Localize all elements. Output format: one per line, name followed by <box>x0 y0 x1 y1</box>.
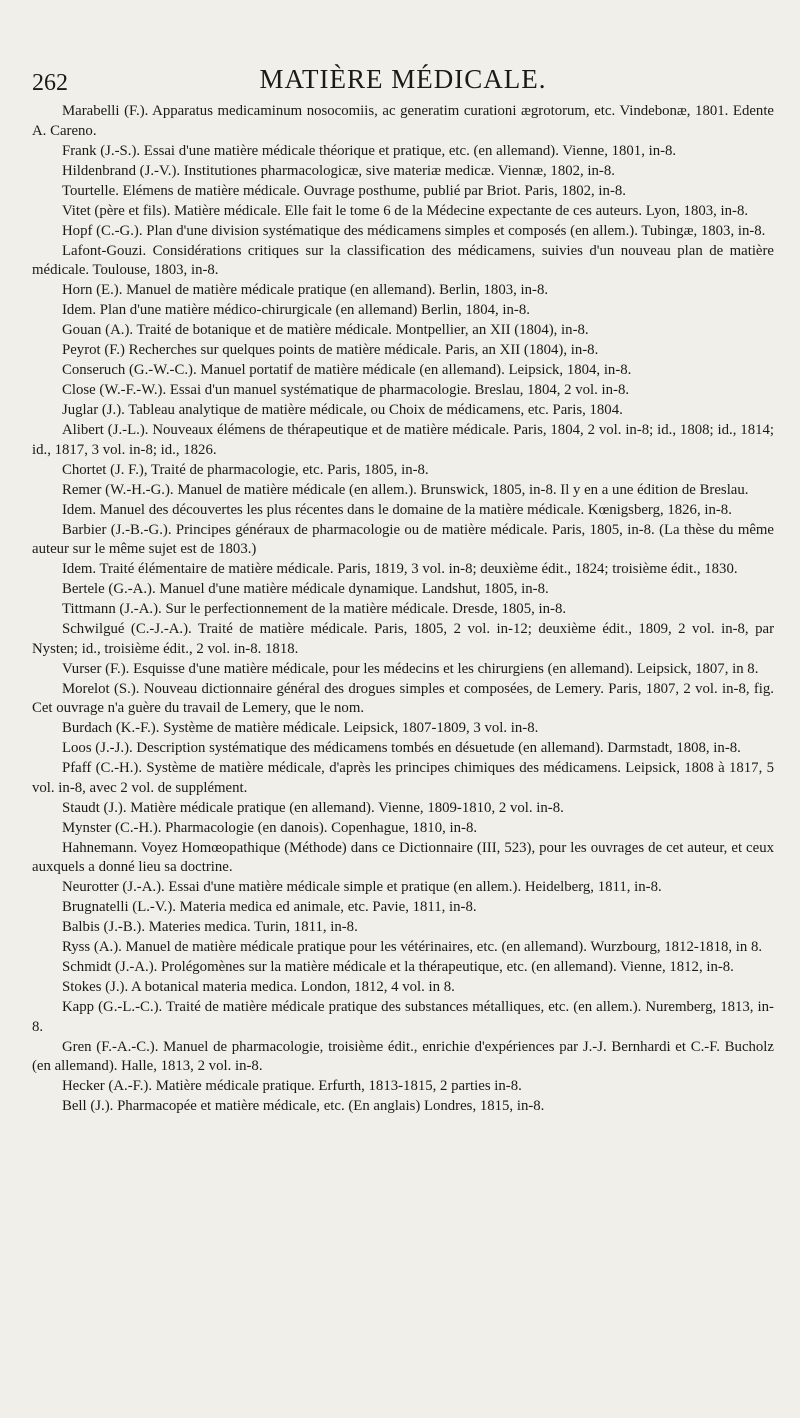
bibliography-entry: Idem. Traité élémentaire de matière médicale. Paris, 1819, 3 vol. in-8; deuxième édit., 1824; troisième édit., 1830. <box>62 561 738 578</box>
bibliography-entry: Barbier (J.-B.-G.). Principes généraux de pharmacologie ou de matière médicale. Paris, 1805, in-8. (La thèse du même auteur sur le même sujet est de 1803.) <box>32 521 774 558</box>
bibliography-entry: Morelot (S.). Nouveau dictionnaire général des drogues simples et composées, de Lemery. Paris, 1807, 2 vol. in-8, fig. Cet ouvrage n'a guère du travail de Lemery, que le nom. <box>32 680 774 717</box>
bibliography-entry: Mynster (C.-H.). Pharmacologie (en danois). Copenhague, 1810, in-8. <box>62 819 478 836</box>
bibliography-entry: Brugnatelli (L.-V.). Materia medica ed animale, etc. Pavie, 1811, in-8. <box>62 899 477 916</box>
bibliography-entry: Hecker (A.-F.). Matière médicale pratique. Erfurth, 1813-1815, 2 parties in-8. <box>62 1078 522 1095</box>
bibliography-entry: Hahnemann. Voyez Homœopathique (Méthode) dans ce Dictionnaire (III, 523), pour les ouvrages de cet auteur, et ceux auxquels a donné lieu sa doctrine. <box>32 839 774 876</box>
bibliography-entry: Kapp (G.-L.-C.). Traité de matière médicale pratique des substances métalliques, etc. (en allem.). Nuremberg, 1813, in-8. <box>32 999 774 1035</box>
bibliography-entry: Schwilgué (C.-J.-A.). Traité de matière médicale. Paris, 1805, 2 vol. in-12; deuxième édit., 1809, 2 vol. in-8, par Nysten; id., troisième édit., 2 vol. in-8. 1818. <box>32 621 774 657</box>
bibliography-entry: Frank (J.-S.). Essai d'une matière médicale théorique et pratique, etc. (en allemand). Vienne, 1801, in-8. <box>62 142 677 159</box>
bibliography-entry: Close (W.-F.-W.). Essai d'un manuel systématique de pharmacologie. Breslau, 1804, 2 vol. in-8. <box>62 382 630 398</box>
bibliography-entry: Conseruch (G.-W.-C.). Manuel portatif de matière médicale (en allemand). Leipsick, 1804, in-8. <box>62 362 632 379</box>
bibliography-entry: Remer (W.-H.-G.). Manuel de matière médicale (en allem.). Brunswick, 1805, in-8. Il y en a une édition de Breslau. <box>62 481 749 498</box>
bibliography-entry: Pfaff (C.-H.). Système de matière médicale, d'après les principes chimiques des médicamens. Leipsick, 1808 à 1817, 5 vol. in-8, avec 2 vol. de supplément. <box>32 760 774 796</box>
running-title: MATIÈRE MÉDICALE. <box>259 64 547 94</box>
bibliography-entry: Burdach (K.-F.). Système de matière médicale. Leipsick, 1807-1809, 3 vol. in-8. <box>62 720 539 737</box>
page-header <box>32 62 774 100</box>
bibliography-entry: Vurser (F.). Esquisse d'une matière médicale, pour les médecins et les chirurgiens (en allemand). Leipsick, 1807, in 8. <box>62 660 759 677</box>
bibliography-entry: Idem. Manuel des découvertes les plus récentes dans le domaine de la matière médicale. Kœnigsberg, 1826, in-8. <box>62 501 732 518</box>
bibliography-entry: Idem. Plan d'une matière médico-chirurgicale (en allemand) Berlin, 1804, in-8. <box>62 302 530 319</box>
bibliography-entry: Ryss (A.). Manuel de matière médicale pratique pour les vétérinaires, etc. (en allemand). Wurzbourg, 1812-1818, in 8. <box>62 939 763 956</box>
bibliography-entry: Neurotter (J.-A.). Essai d'une matière médicale simple et pratique (en allem.). Heidelberg, 1811, in-8. <box>62 879 662 896</box>
bibliography-entry: Hopf (C.-G.). Plan d'une division systématique des médicamens simples et composés (en allem.). Tubingæ, 1803, in-8. <box>62 222 766 239</box>
bibliography-entry: Alibert (J.-L.). Nouveaux élémens de thérapeutique et de matière médicale. Paris, 1804, 2 vol. in-8; id., 1808; id., 1814; id., 1817, 3 vol. in-8; id., 1826. <box>32 421 774 458</box>
bibliography-entry: Loos (J.-J.). Description systématique des médicamens tombés en désuetude (en allemand). Darmstadt, 1808, in-8. <box>62 740 741 757</box>
bibliography-entry: Stokes (J.). A botanical materia medica. London, 1812, 4 vol. in 8. <box>62 979 455 996</box>
bibliography-entry: Bertele (G.-A.). Manuel d'une matière médicale dynamique. Landshut, 1805, in-8. <box>62 581 549 598</box>
bibliography-entry: Peyrot (F.) Recherches sur quelques points de matière médicale. Paris, an XII (1804), in-8. <box>62 342 599 359</box>
bibliography-list <box>32 102 774 1117</box>
bibliography-entry: Tittmann (J.-A.). Sur le perfectionnement de la matière médicale. Dresde, 1805, in-8. <box>62 601 567 618</box>
bibliography-entry: Tourtelle. Elémens de matière médicale. Ouvrage posthume, publié par Briot. Paris, 1802, in-8. <box>62 182 626 199</box>
bibliography-entry: Hildenbrand (J.-V.). Institutiones pharmacologicæ, sive materiæ medicæ. Viennæ, 1802, in-8. <box>62 162 615 179</box>
bibliography-entry: Marabelli (F.). Apparatus medicaminum nosocomiis, ac generatim curationi ægrotorum, etc. Vindebonæ, 1801. Edente A. Careno. <box>32 103 774 139</box>
bibliography-entry: Schmidt (J.-A.). Prolégomènes sur la matière médicale et la thérapeutique, etc. (en allemand). Vienne, 1812, in-8. <box>62 959 734 976</box>
bibliography-entry: Gren (F.-A.-C.). Manuel de pharmacologie, troisième édit., enrichie d'expériences par J.-J. Bernhardi et C.-F. Bucholz (en allemand). Halle, 1813, 2 vol. in-8. <box>32 1038 774 1075</box>
bibliography-entry: Chortet (J. F.), Traité de pharmacologie, etc. Paris, 1805, in-8. <box>62 461 429 478</box>
bibliography-entry: Juglar (J.). Tableau analytique de matière médicale, ou Choix de médicamens, etc. Paris, 1804. <box>62 401 623 418</box>
bibliography-entry: Vitet (père et fils). Matière médicale. Elle fait le tome 6 de la Médecine expectante de ces auteurs. Lyon, 1803, in-8. <box>62 202 749 219</box>
page-number: 262 <box>32 70 68 96</box>
bibliography-entry: Bell (J.). Pharmacopée et matière médicale, etc. (En anglais) Londres, 1815, in-8. <box>62 1098 545 1115</box>
bibliography-entry: Staudt (J.). Matière médicale pratique (en allemand). Vienne, 1809-1810, 2 vol. in-8. <box>62 799 564 816</box>
bibliography-entry: Balbis (J.-B.). Materies medica. Turin, 1811, in-8. <box>62 919 358 936</box>
bibliography-entry: Gouan (A.). Traité de botanique et de matière médicale. Montpellier, an XII (1804), in-8. <box>62 322 589 339</box>
bibliography-entry: Horn (E.). Manuel de matière médicale pratique (en allemand). Berlin, 1803, in-8. <box>62 282 549 299</box>
bibliography-entry: Lafont-Gouzi. Considérations critiques sur la classification des médicamens, suivies d'un nouveau plan de matière médicale. Toulouse, 1803, in-8. <box>32 242 774 279</box>
